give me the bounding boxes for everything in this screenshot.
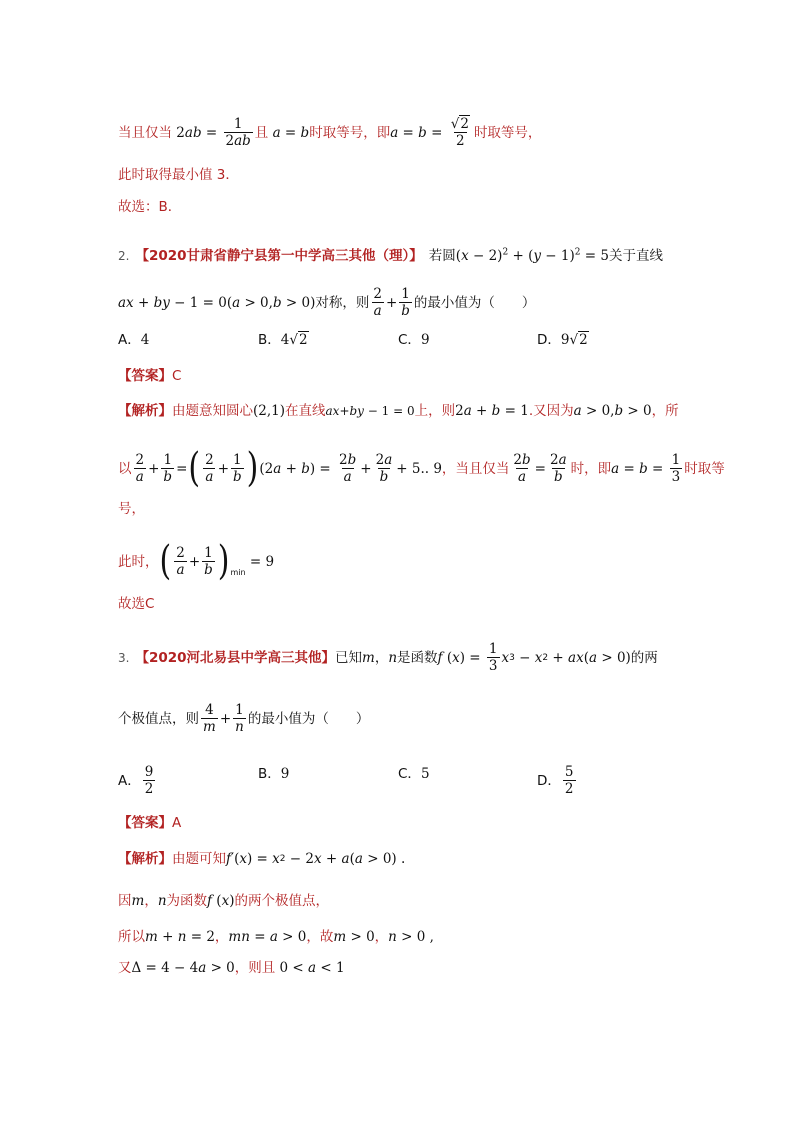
option-b[interactable]: B． 9	[258, 766, 290, 782]
option-d[interactable]: D． 9 √2	[537, 332, 588, 348]
option-c[interactable]: C． 9	[398, 332, 430, 348]
question-3-stem-cont: 个极值点，则 $\frac{4}{m}$ + $\frac{1}{n}$ 的最小值为（ ）	[118, 702, 370, 735]
question-source: 【2020河北易县中学高三其他】	[135, 649, 336, 666]
question-3-answer: 【答案】 A	[118, 815, 182, 831]
question-3-analysis-cont: 又 Δ = 4 − 4 a > 0 ，则且 0 < a < 1	[118, 960, 345, 976]
question-3-analysis: 【解析】 由题可知 f ′( x ) = x 2 − 2 x + a ( a > 0) .	[118, 851, 406, 867]
question-2-stem-cont: ax + by − 1 = 0( a > 0, b > 0) 对称，则 $\frac{2}{a}$ + $\frac{1}{b}$ 的最小值为（ ）	[118, 286, 536, 319]
question-number: 3.	[118, 650, 130, 665]
question-number: 2.	[118, 249, 130, 263]
question-2-answer: 【答案】 C	[118, 368, 182, 384]
text-line: 当且仅当 2 ab = $\frac{1}{2ab}$ 且 a = b 时取等号，即 a = b = $\frac{√2}{2}$ 时取等号，	[118, 116, 542, 149]
question-2-minimum: 此时， ( $\frac{2}{a}$ + $\frac{1}{b}$ ) min = 9	[118, 537, 275, 585]
text-line: 故选：B．	[118, 199, 182, 215]
math-fraction: $\frac{√2}{2}$	[450, 116, 469, 149]
text-line: 此时取得最小值 3．	[118, 167, 239, 183]
question-3-stem: 3. 【2020河北易县中学高三其他】 已知 m ， n 是函数 f ( x ) = $\frac{1}{3}$ x 3 − x 2 + ax ( a > 0) 的两	[118, 641, 658, 674]
question-2-analysis: 【解析】 由题意知圆心 (2,1) 在直线 ax + by − 1 = 0 上，则 2 a + b = 1 .又因为 a > 0, b > 0 ，所	[118, 403, 679, 419]
option-d[interactable]: D． $\frac{5}{2}$	[537, 764, 574, 797]
question-3-analysis-cont: 因 m ， n 为函数 f ( x ) 的两个极值点，	[118, 893, 329, 909]
question-3-analysis-cont: 所以 m + n = 2 ， mn = a > 0 ，故 m > 0 ， n > 0 ,	[118, 929, 434, 945]
question-2-stem: 2. 【2020甘肃省静宁县第一中学高三其他（理）】 若圆 ( x − 2)$^2$ + ( y − 1)$^2$ = 5 关于直线	[118, 247, 663, 264]
option-b[interactable]: B． 4 √2	[258, 332, 308, 348]
option-a[interactable]: A． 4	[118, 332, 150, 348]
text-line: 号，	[118, 501, 145, 517]
question-2-analysis-cont: 以 $\frac{2}{a}$ + $\frac{1}{b}$ = ( $\frac{2}{a}$ + $\frac{1}{b}$ ) (2 a + b ) = $\frac{2b}{a}$ + $\frac{2a}{b}$ + 5.. 9 ，当且仅当 $\frac{2b}{a}$ = $\frac{2a}{b}$ 时，即 a = b = $\frac{1}{3}$ 时取等	[118, 444, 725, 492]
question-2-conclusion: 故选C	[118, 596, 155, 612]
option-c[interactable]: C． 5	[398, 766, 430, 782]
math-fraction: $\frac{1}{2ab}$	[225, 116, 251, 149]
option-a[interactable]: A． $\frac{9}{2}$	[118, 764, 154, 797]
question-source: 【2020甘肃省静宁县第一中学高三其他（理）】	[135, 248, 423, 264]
